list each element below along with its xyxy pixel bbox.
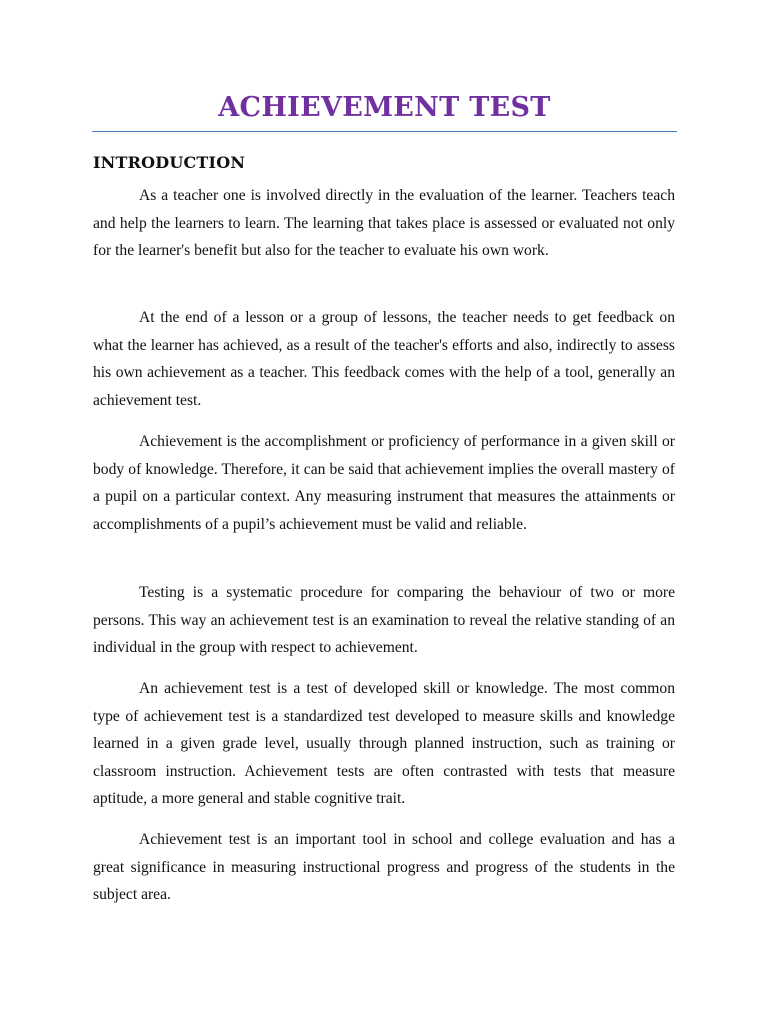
paragraph-6: Achievement test is an important tool in school and college evaluation and has a great significance in measuring instructional progress and progress of the students in the subject area. bbox=[93, 831, 675, 904]
title-underline bbox=[92, 131, 677, 132]
section-heading: INTRODUCTION bbox=[93, 153, 246, 172]
paragraph-3: Achievement is the accomplishment or proficiency of performance in a given skill or body of knowledge. Therefore, it can be said that achievement implies the overall mastery of a pupil on a particular context. Any measuring instrument that measures the attainments or accomplishments of a pupil’s achievement must be valid and reliable. bbox=[93, 433, 675, 533]
paragraph-5: An achievement test is a test of developed skill or knowledge. The most common type of achievement test is a standardized test developed to measure skills and knowledge learned in a given grade level, usually through planned instruction, such as training or classroom instruction. Achievement tests are often contrasted with tests that measure aptitude, a more general and stable cognitive trait. bbox=[93, 680, 675, 808]
paragraph-2: At the end of a lesson or a group of lessons, the teacher needs to get feedback on what the learner has achieved, as a result of the teacher's efforts and also, indirectly to assess his own achievement as a teacher. This feedback comes with the help of a tool, generally an achievement test. bbox=[93, 309, 675, 409]
page-title: ACHIEVEMENT TEST bbox=[218, 92, 551, 123]
paragraph-1: As a teacher one is involved directly in the evaluation of the learner. Teachers teach and help the learners to learn. The learning that takes place is assessed or evaluated not only for the learner's benefit but also for the teacher to evaluate his own work. bbox=[93, 187, 675, 260]
paragraph-4: Testing is a systematic procedure for comparing the behaviour of two or more persons. This way an achievement test is an examination to reveal the relative standing of an individual in the group with respect to achievement. bbox=[93, 584, 675, 657]
